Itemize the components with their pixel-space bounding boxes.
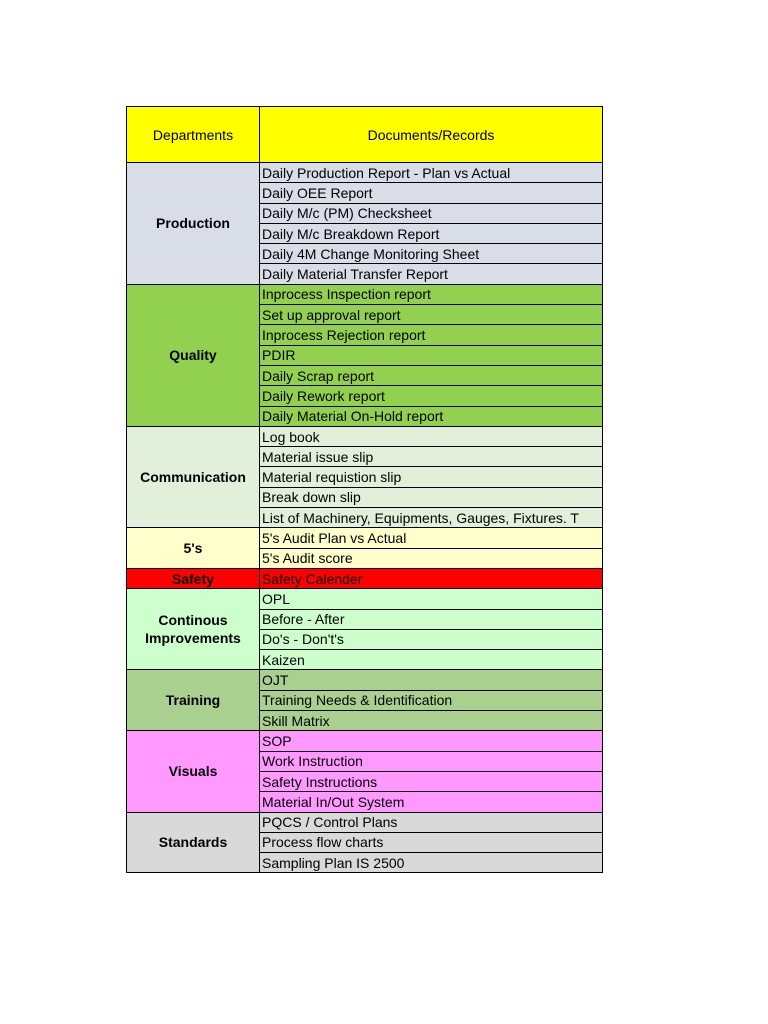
department-cell: Standards: [127, 812, 260, 873]
document-cell: 5's Audit score: [260, 548, 603, 568]
table-row: [127, 284, 603, 304]
document-cell: Do's - Don't's: [260, 629, 603, 649]
header-row: [127, 107, 603, 163]
document-cell: Daily Rework report: [260, 386, 603, 406]
document-cell: Log book: [260, 426, 603, 446]
department-cell: 5's: [127, 528, 260, 569]
department-cell: Production: [127, 163, 260, 285]
department-cell: Communication: [127, 426, 260, 527]
document-cell: Safety Calender: [260, 568, 603, 588]
document-cell: Skill Matrix: [260, 711, 603, 731]
document-cell: SOP: [260, 731, 603, 751]
document-cell: PDIR: [260, 345, 603, 365]
table-row: [127, 670, 603, 690]
document-cell: OJT: [260, 670, 603, 690]
document-cell: Material requistion slip: [260, 467, 603, 487]
document-cell: Daily 4M Change Monitoring Sheet: [260, 244, 603, 264]
header-departments: Departments: [127, 107, 260, 163]
document-cell: Daily Material On-Hold report: [260, 406, 603, 426]
document-cell: Work Instruction: [260, 751, 603, 771]
document-cell: Daily M/c Breakdown Report: [260, 223, 603, 243]
document-cell: 5's Audit Plan vs Actual: [260, 528, 603, 548]
document-cell: Training Needs & Identification: [260, 690, 603, 710]
document-cell: Daily M/c (PM) Checksheet: [260, 203, 603, 223]
table-row: [127, 731, 603, 751]
document-cell: Daily Material Transfer Report: [260, 264, 603, 284]
document-cell: Inprocess Rejection report: [260, 325, 603, 345]
document-cell: PQCS / Control Plans: [260, 812, 603, 832]
department-cell: Training: [127, 670, 260, 731]
table-row: [127, 528, 603, 548]
document-cell: Daily OEE Report: [260, 183, 603, 203]
department-cell: Continous Improvements: [127, 589, 260, 670]
document-cell: OPL: [260, 589, 603, 609]
department-cell: Visuals: [127, 731, 260, 812]
table-row: [127, 568, 603, 588]
header-documents: Documents/Records: [260, 107, 603, 163]
table-row: [127, 589, 603, 609]
document-cell: List of Machinery, Equipments, Gauges, Fixtures. T: [260, 508, 603, 528]
department-cell: Safety: [127, 568, 260, 588]
document-cell: Material issue slip: [260, 447, 603, 467]
document-cell: Material In/Out System: [260, 792, 603, 812]
departments-documents-table: [126, 106, 603, 873]
document-cell: Break down slip: [260, 487, 603, 507]
table-row: [127, 163, 603, 183]
document-cell: Inprocess Inspection report: [260, 284, 603, 304]
document-cell: Kaizen: [260, 650, 603, 670]
table-row: [127, 426, 603, 446]
document-cell: Daily Production Report - Plan vs Actual: [260, 163, 603, 183]
document-cell: Safety Instructions: [260, 771, 603, 791]
document-cell: Daily Scrap report: [260, 365, 603, 385]
document-cell: Set up approval report: [260, 305, 603, 325]
document-cell: Before - After: [260, 609, 603, 629]
document-cell: Process flow charts: [260, 832, 603, 852]
table-row: [127, 812, 603, 832]
document-cell: Sampling Plan IS 2500: [260, 853, 603, 873]
department-cell: Quality: [127, 284, 260, 426]
